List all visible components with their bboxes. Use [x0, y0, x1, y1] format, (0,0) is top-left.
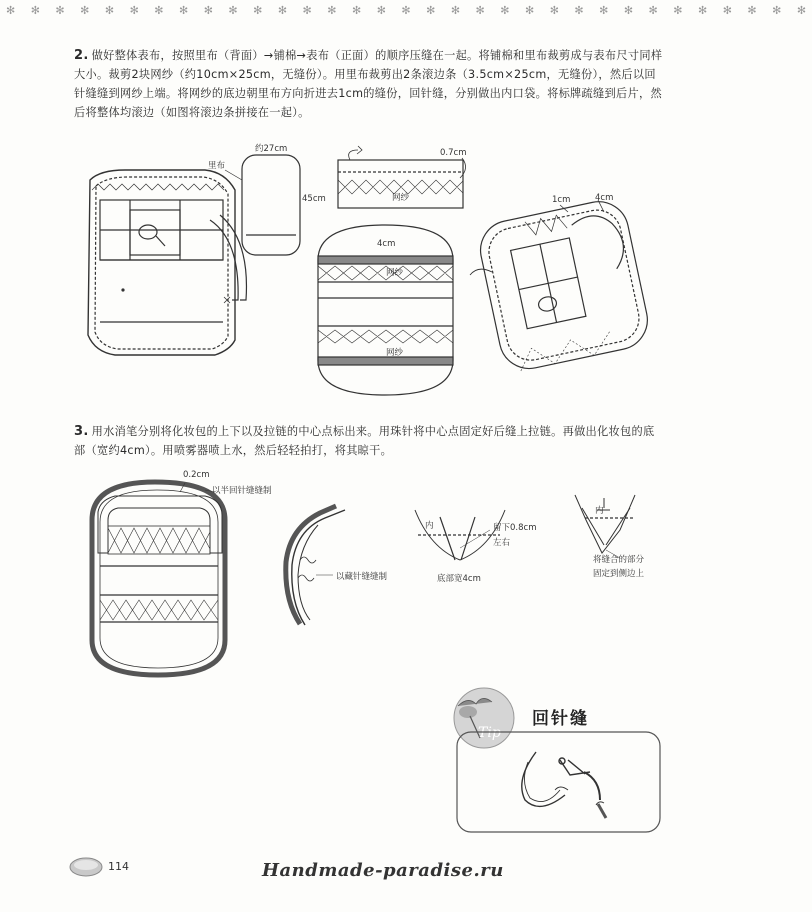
label-4cm-oval: 4cm	[377, 239, 396, 249]
label-bottom-width: 底部宽4cm	[437, 574, 481, 584]
label-0-2cm: 0.2cm	[183, 470, 210, 480]
site-watermark: Handmade-paradise.ru	[262, 860, 504, 881]
label-1cm: 1cm	[552, 195, 571, 205]
label-mesh-strip: 网纱	[392, 193, 410, 203]
lining-panel-figure	[225, 155, 300, 255]
label-inside-left: 内	[425, 521, 434, 531]
tip-badge-label: Tip	[478, 725, 501, 741]
page-number: 114	[108, 860, 129, 873]
step-2-number: 2.	[74, 48, 89, 63]
tip-badge	[454, 688, 514, 748]
tip-title: 回针缝	[532, 709, 589, 729]
label-seam-note-line-1: 将缝合的部分	[593, 555, 645, 565]
step-3-number: 3.	[74, 424, 89, 439]
step-3-paragraph	[74, 422, 664, 460]
label-45cm: 45cm	[302, 194, 326, 204]
zipper-bag-figure	[92, 482, 225, 675]
gusset-figure-left	[415, 510, 505, 560]
step-2-paragraph	[74, 46, 664, 122]
quilted-panel-figure	[88, 170, 246, 355]
label-0-7cm: 0.7cm	[440, 148, 467, 158]
label-inside-right: 内	[595, 506, 604, 516]
gusset-figure-right	[575, 495, 635, 558]
label-mesh-upper: 网纱	[386, 268, 404, 278]
label-mesh-lower: 网纱	[386, 348, 404, 358]
page-number-button-icon	[68, 856, 108, 878]
label-seam-note-line-2: 固定到侧边上	[593, 569, 645, 579]
label-leave-0-8cm: 留下0.8cm	[493, 523, 537, 533]
blind-stitch-figure	[286, 506, 345, 625]
decorative-star-border: ✻ ✻ ✻ ✻ ✻ ✻ ✻ ✻ ✻ ✻ ✻ ✻ ✻ ✻ ✻ ✻ ✻ ✻ ✻ ✻ ✻ ✻ ✻ ✻ ✻ ✻ ✻ ✻ ✻ ✻ ✻ ✻ ✻	[6, 4, 812, 17]
label-half-backstitch: 以半回针缝缝制	[212, 486, 272, 496]
step-3-text: 用水消笔分别将化妆包的上下以及拉链的中心点标出来。用珠针将中心点固定好后缝上拉链。再做出化妆包的底部（宽约4cm）。用喷雾器喷上水，然后轻轻拍打，将其晾干。	[74, 425, 655, 457]
mesh-pocket-oval-figure	[318, 225, 453, 395]
step-2-text: 做好整体表布，按照里布（背面）→铺棉→表布（正面）的顺序压缝在一起。将铺棉和里布裁剪成与表布尺寸同样大小。裁剪2块网纱（约10cm×25cm，无缝份）。用里布裁剪出2条滚边条（3.5cm×25cm，无缝份），然后以回针缝缝到网纱上端。将网纱的底边朝里布方向折进去1cm的缝份，回针缝，分别做出内口袋。将标牌疏缝到后片，然后将整体均滚边（如图将滚边条拼接在一起）。	[74, 49, 663, 119]
backstitch-diagram	[522, 752, 606, 818]
assembled-bag-figure	[475, 196, 653, 374]
label-left-right: 左右	[493, 538, 511, 548]
label-approx-27cm: 约27cm	[255, 144, 288, 154]
label-lining: 里布	[208, 161, 226, 171]
label-4cm-bag: 4cm	[595, 193, 614, 203]
label-blind-stitch: 以藏针缝缝制	[336, 572, 388, 582]
step-2-figures	[0, 130, 690, 420]
step-3-figures	[0, 458, 690, 678]
